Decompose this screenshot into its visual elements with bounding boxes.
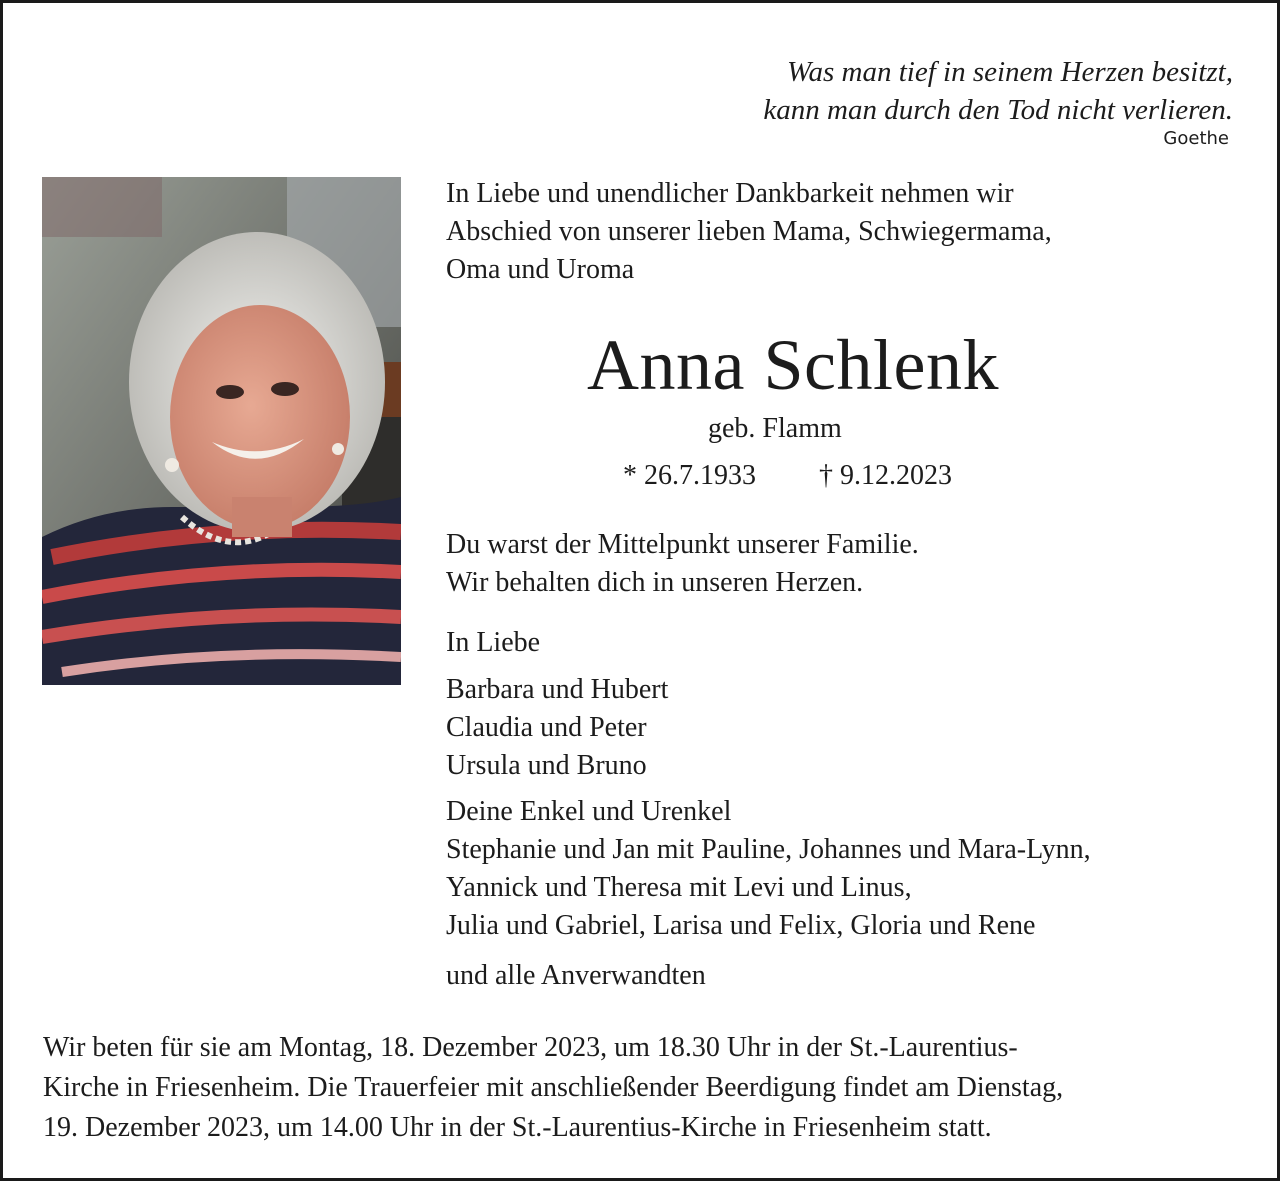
portrait-illustration	[42, 177, 401, 685]
portrait-photo	[42, 177, 401, 685]
list-item: Claudia und Peter	[446, 712, 647, 743]
service-line: 19. Dezember 2023, um 14.00 Uhr in der St.-Laurentius-Kirche in Friesenheim statt.	[43, 1112, 992, 1143]
memorial-message	[446, 526, 919, 602]
motto-line: kann man durch den Tod nicht verlieren.	[763, 94, 1233, 126]
motto-line: Was man tief in seinem Herzen besitzt,	[787, 56, 1233, 88]
grandchildren-heading: Deine Enkel und Urenkel	[446, 796, 732, 827]
list-item: Barbara und Hubert	[446, 674, 669, 705]
deceased-name: Anna Schlenk	[587, 325, 999, 405]
grandchildren-list	[446, 793, 1091, 945]
list-item: Stephanie und Jan mit Pauline, Johannes und Mara-Lynn,	[446, 834, 1091, 865]
intro-text	[446, 175, 1226, 289]
birth-date: * 26.7.1933	[623, 460, 756, 491]
relatives-line: und alle Anverwandten	[446, 960, 706, 991]
service-details	[43, 1028, 1243, 1148]
list-item: Yannick und Theresa mit Levi und Linus,	[446, 872, 912, 903]
intro-line: Abschied von unserer lieben Mama, Schwiegermama,	[446, 216, 1052, 247]
intro-line: Oma und Uroma	[446, 254, 635, 285]
message-line: Du warst der Mittelpunkt unserer Familie.	[446, 529, 919, 560]
deceased-name-row	[3, 325, 1280, 405]
message-line: Wir behalten dich in unseren Herzen.	[446, 567, 864, 598]
list-item: Julia und Gabriel, Larisa und Felix, Gloria und Rene	[446, 910, 1036, 941]
motto-author: Goethe	[1163, 128, 1229, 149]
intro-line: In Liebe und unendlicher Dankbarkeit nehmen wir	[446, 178, 1014, 209]
service-line: Kirche in Friesenheim. Die Trauerfeier mit anschließender Beerdigung findet am Dienstag,	[43, 1072, 1064, 1103]
list-item: Ursula und Bruno	[446, 750, 647, 781]
children-list	[446, 671, 668, 785]
signature-intro: In Liebe	[446, 627, 541, 658]
maiden-name: geb. Flamm	[708, 413, 842, 444]
motto-quote	[763, 53, 1233, 129]
death-date: † 9.12.2023	[819, 460, 952, 491]
service-line: Wir beten für sie am Montag, 18. Dezember 2023, um 18.30 Uhr in der St.-Laurentius-	[43, 1032, 1018, 1063]
